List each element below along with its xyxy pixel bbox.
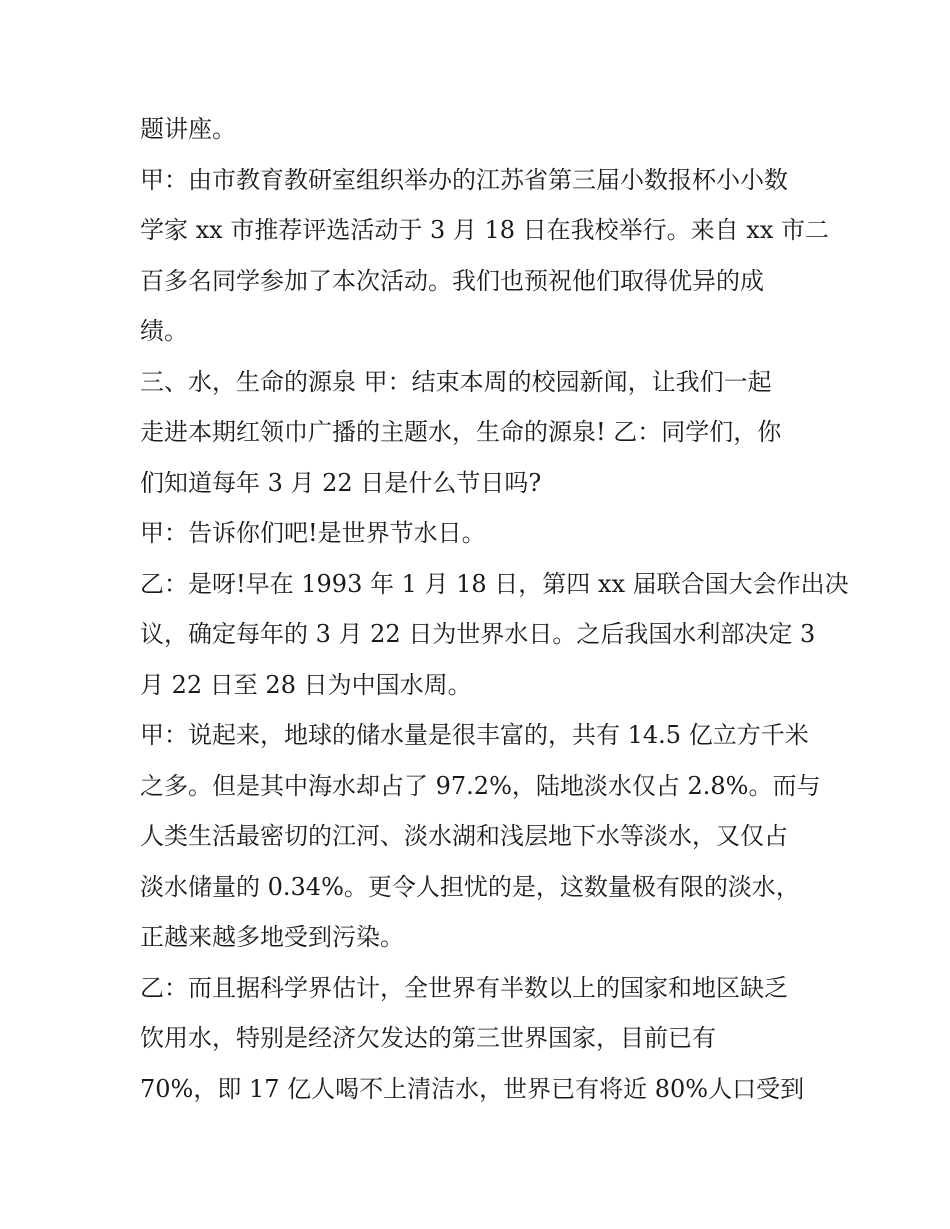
text-line: 饮用水，特别是经济欠发达的第三世界国家，目前已有 <box>140 1024 716 1052</box>
text-line: 们知道每年 3 月 22 日是什么节日吗? <box>140 469 542 497</box>
text-line: 走进本期红领巾广播的主题水，生命的源泉! 乙：同学们，你 <box>140 418 782 446</box>
text-line: 人类生活最密切的江河、淡水湖和浅层地下水等淡水，又仅占 <box>140 822 788 850</box>
text-line: 之多。但是其中海水却占了 97.2%，陆地淡水仅占 2.8%。而与 <box>140 772 821 800</box>
text-line: 甲：由市教育教研室组织举办的江苏省第三届小数报杯小小数 <box>140 166 788 194</box>
text-line: 正越来越多地受到污染。 <box>140 923 404 951</box>
text-line: 绩。 <box>140 317 188 345</box>
text-line: 甲：告诉你们吧!是世界节水日。 <box>140 519 486 547</box>
text-line: 月 22 日至 28 日为中国水周。 <box>140 671 472 699</box>
text-line: 乙：是呀!早在 1993 年 1 月 18 日，第四 xx 届联合国大会作出决 <box>140 570 849 598</box>
text-line: 三、水，生命的源泉 甲：结束本周的校园新闻，让我们一起 <box>140 368 772 396</box>
text-line: 学家 xx 市推荐评选活动于 3 月 18 日在我校举行。来自 xx 市二 <box>140 216 829 244</box>
text-line: 百多名同学参加了本次活动。我们也预祝他们取得优异的成 <box>140 267 764 295</box>
text-line: 甲：说起来，地球的储水量是很丰富的，共有 14.5 亿立方千米 <box>140 721 809 749</box>
text-line: 乙：而且据科学界估计，全世界有半数以上的国家和地区缺乏 <box>140 974 788 1002</box>
text-line: 淡水储量的 0.34%。更令人担忧的是，这数量极有限的淡水， <box>140 873 800 901</box>
text-line: 70%，即 17 亿人喝不上清洁水，世界已有将近 80%人口受到 <box>140 1075 805 1103</box>
text-line: 议，确定每年的 3 月 22 日为世界水日。之后我国水利部决定 3 <box>140 620 816 648</box>
text-line: 题讲座。 <box>140 115 236 143</box>
